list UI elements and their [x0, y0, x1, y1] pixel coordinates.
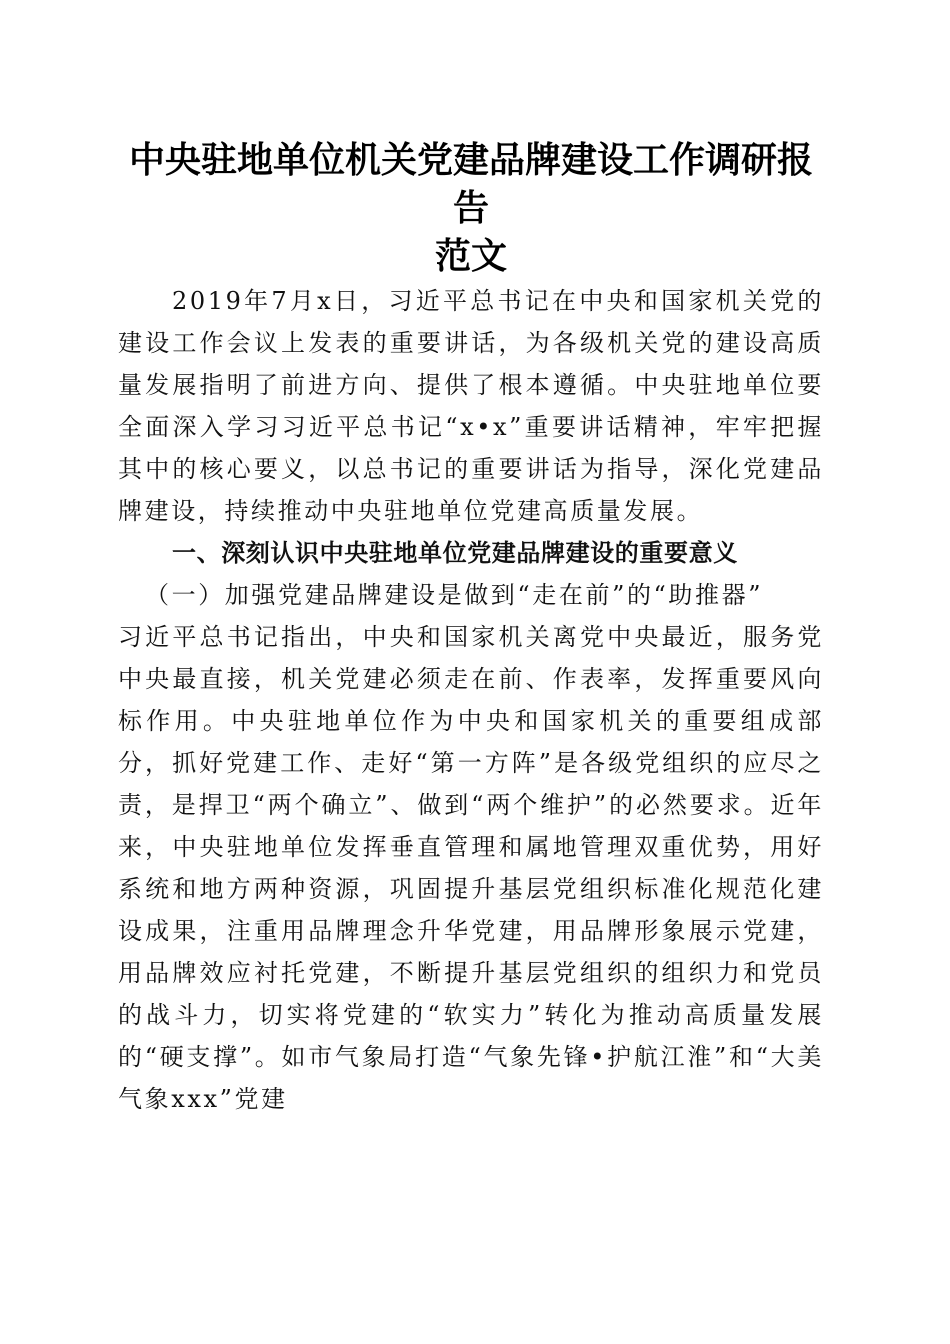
subsection-heading-1: （一）加强党建品牌建设是做到“走在前”的“助推器” — [145, 581, 764, 609]
title-line-1: 中央驻地单位机关党建品牌建设工作调研报告 — [128, 139, 813, 229]
section-heading-1: 一、深刻认识中央驻地单位党建品牌建设的重要意义 — [172, 539, 738, 567]
document-body — [118, 280, 824, 1120]
title-line-2: 范文 — [434, 235, 507, 277]
intro-paragraph: 2019年7月x日，习近平总书记在中央和国家机关党的建设工作会议上发表的重要讲话，为各级机关党的建设高质量发展指明了前进方向、提供了根本遵循。中央驻地单位要全面深入学习习近平总书记“x•x”重要讲话精神，牢牢把握其中的核心要义，以总书记的重要讲话为指导，深化党建品牌建设，持续推动中央驻地单位党建高质量发展。 — [118, 287, 824, 525]
document-title — [118, 136, 824, 280]
body-paragraph: 习近平总书记指出，中央和国家机关离党中央最近，服务党中央最直接，机关党建必须走在前、作表率，发挥重要风向标作用。中央驻地单位作为中央和国家机关的重要组成部分，抓好党建工作、走好“第一方阵”是各级党组织的应尽之责，是捍卫“两个确立”、做到“两个维护”的必然要求。近年来，中央驻地单位发挥垂直管理和属地管理双重优势，用好系统和地方两种资源，巩固提升基层党组织标准化规范化建设成果，注重用品牌理念升华党建，用品牌形象展示党建，用品牌效应衬托党建，不断提升基层党组织的组织力和党员的战斗力，切实将党建的“软实力”转化为推动高质量发展的“硬支撑”。如市气象局打造“气象先锋•护航江淮”和“大美气象xxx”党建 — [118, 623, 824, 1113]
